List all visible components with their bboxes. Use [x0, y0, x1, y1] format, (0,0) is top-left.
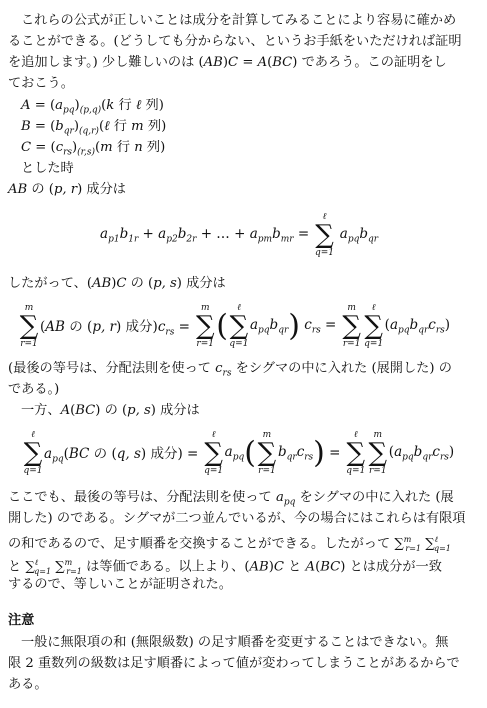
note-line-2: 限 2 重数列の級数は足す順番によって値が変わってしまうことがあるからで	[8, 656, 460, 671]
note-1-line-2: である。)	[8, 382, 60, 397]
note-line-1: 一般に無限項の和 (無限級数) の足す順番を変更することはできない。無	[21, 635, 449, 650]
equation-3: ℓ ∑ q=1 $a_{pq}(BC$ の (q, s) 成分) = ℓ ∑ q=1 $a_{pq}$( m ∑ r=1 $b_{qr}c_{rs}$) = ℓ ∑ q=1 m ∑ r=1 $(a_{pq}b_{qr}c_{rs})$	[23, 430, 455, 476]
note-1-line-1: (最後の等号は、分配法則を使って $c_{rs}$ をシグマの中に入れた (展開した) の	[8, 361, 452, 379]
note-line-3: ある。	[8, 677, 48, 692]
equation-1: $a_{p1}b_{1r} + a_{p2}b_{2r}$ + … + $a_{pm}b_{mr}$ = ℓ ∑ q=1 $a_{pq}b_{qr}$	[100, 212, 379, 258]
paragraph-3-line-5: するので、等しいことが証明された。	[8, 577, 232, 592]
paragraph-3-line-2: 開した) のである。シグマが二つ並んでいるが、今の場合にはこれらは有限項	[8, 511, 466, 526]
definition-c: $C = (c_{rs})_{(r,s)}(m$ 行 n 列)	[21, 140, 166, 158]
shitagatte-text: したがって、(AB)C の (p, s) 成分は	[8, 276, 226, 291]
paragraph-3-line-1: ここでも、最後の等号は、分配法則を使って $a_{pq}$ をシグマの中に入れた (展	[8, 490, 454, 508]
paragraph-3-line-3: の和であるので、足す順番を交換することができる。したがって ∑$^m_{r=1}$ ∑$^\ell_{q=1}$	[8, 535, 451, 554]
paragraph-3-line-4: と ∑$^\ell_{q=1}$ ∑$^m_{r=1}$ は等価である。以上より、(AB)C と A(BC) とは成分が一致	[8, 558, 442, 577]
definition-a: $A = (a_{pq})_{(p,q)}(k$ 行 ℓ 列)	[21, 98, 164, 116]
note-heading: 注意	[8, 613, 35, 628]
ippou-text: 一方、A(BC) の (p, s) 成分は	[21, 403, 200, 418]
paragraph-1-line-1: これらの公式が正しいことは成分を計算してみることにより容易に確かめ	[21, 13, 457, 28]
paragraph-1-line-3: を追加します。) 少し難しいのは (AB)C = A(BC) であろう。この証明をし	[8, 55, 447, 70]
definition-b: $B = (b_{qr})_{(q,r)}(\ell$ 行 m 列)	[21, 119, 167, 137]
paragraph-1-line-2: ることができる。(どうしても分からない、というお手紙をいただければ証明	[8, 34, 462, 49]
ab-component-intro: AB の (p, r) 成分は	[8, 182, 126, 197]
equation-2: m ∑ r=1 (AB の (p, r) 成分)$c_{rs}$ = m ∑ r=1 ( ℓ ∑ q=1 $a_{pq}b_{qr}$) $c_{rs}$ = m ∑ r=1 ℓ ∑ q=1 $(a_{pq}b_{qr}c_{rs})$	[19, 303, 451, 349]
toshita-text: とした時	[21, 161, 74, 176]
paragraph-1-line-4: ておこう。	[8, 76, 74, 91]
